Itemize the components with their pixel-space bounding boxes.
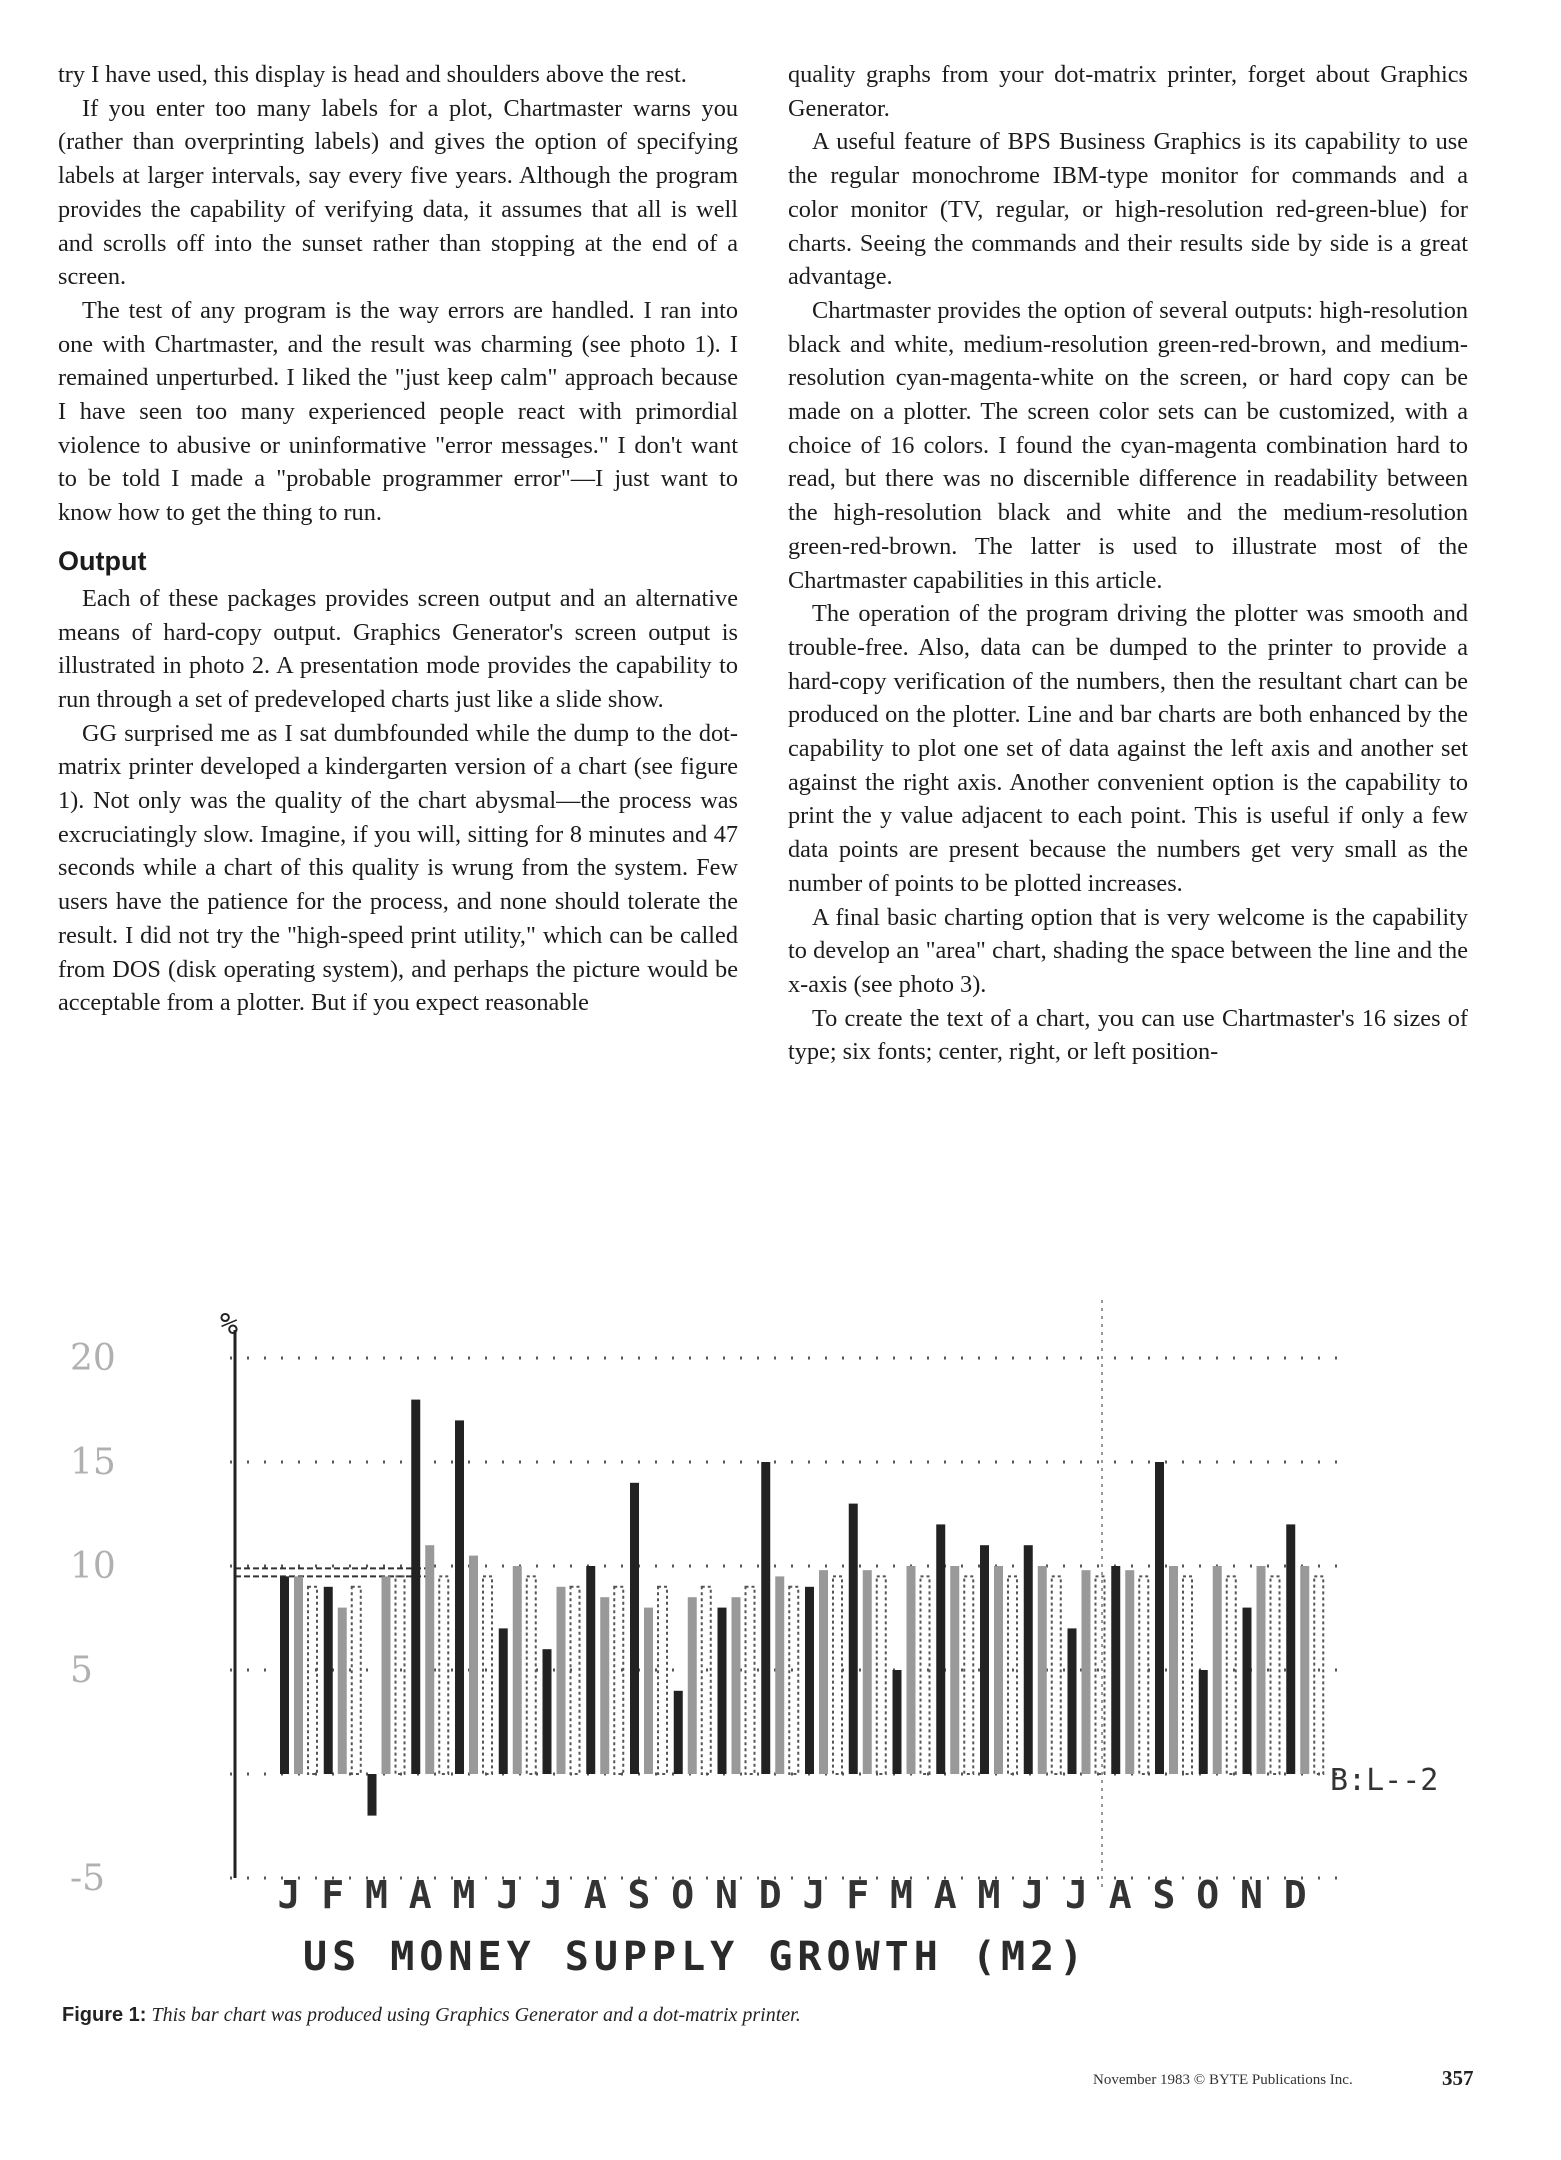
bar-dotted <box>1271 1576 1280 1774</box>
chart-title: US MONEY SUPPLY GROWTH (M2) <box>303 1934 1089 1980</box>
bar-dotted <box>877 1576 886 1774</box>
x-tick-label: O <box>671 1873 697 1917</box>
bar-dark <box>630 1483 639 1774</box>
bar-light <box>513 1566 522 1774</box>
x-tick-label: F <box>321 1873 347 1917</box>
bar-dotted <box>614 1587 623 1774</box>
x-tick-label: A <box>933 1873 959 1917</box>
x-tick-label: J <box>802 1873 828 1917</box>
bar-light <box>863 1570 872 1774</box>
bar-light <box>338 1608 347 1774</box>
bar-dark <box>1243 1608 1252 1774</box>
paragraph: A useful feature of BPS Business Graphics is its capability to use the regular monochrome IBM-type monitor for commands and a color monitor (TV, regular, or high-resolution red-green-blue) for charts. Seeing the commands and their results side by side is a great advantage. <box>788 128 1468 291</box>
bar-chart <box>50 1290 1470 1990</box>
y-tick-label: 5 <box>70 1650 93 1691</box>
bar-dark <box>411 1400 420 1774</box>
bar-dark <box>1024 1545 1033 1774</box>
caption-text: This bar chart was produced using Graphics Generator and a dot-matrix printer. <box>151 2004 801 2026</box>
bar-dotted <box>746 1587 755 1774</box>
bar-dotted <box>658 1587 667 1774</box>
x-tick-label: A <box>583 1873 609 1917</box>
x-tick-label: J <box>496 1873 522 1917</box>
x-tick-label: J <box>1021 1873 1047 1917</box>
bar-dotted <box>1096 1576 1105 1774</box>
x-tick-label: M <box>452 1873 478 1917</box>
x-tick-label: O <box>1196 1873 1222 1917</box>
bar-dark <box>1155 1462 1164 1774</box>
bar-light <box>1169 1566 1178 1774</box>
x-tick-label: M <box>890 1873 915 1917</box>
x-tick-label: D <box>758 1873 784 1917</box>
bar-dark <box>805 1587 814 1774</box>
x-tick-label: A <box>1108 1873 1134 1917</box>
bar-light <box>1257 1566 1266 1774</box>
page-footer: November 1983 © BYTE Publications Inc. <box>1093 2072 1353 2088</box>
page-number: 357 <box>1442 2066 1474 2090</box>
bar-dark <box>1111 1566 1120 1774</box>
bar-dark <box>455 1420 464 1774</box>
paragraph: The test of any program is the way errors are handled. I ran into one with Chartmaster, and the result was charming (see photo 1). I remained unperturbed. I liked the "just keep calm" approach because I have seen too many experienced people react with primordial violence to abusive or uninformative "error messages." I don't want to be told I made a "probable programmer error"—I just want to know how to get the thing to run. <box>58 296 738 527</box>
x-tick-label: M <box>977 1873 1003 1917</box>
x-tick-label: N <box>1240 1873 1265 1917</box>
paragraph: If you enter too many labels for a plot, Chartmaster warns you (rather than overprinting labels) and gives the option of specifying labels at larger intervals, say every five years. Although the program provides the capability of verifying data, it assumes that all is well and scrolls off into the sunset rather than stopping at the end of a screen. <box>58 94 738 291</box>
legend-text: B:L--2 <box>1330 1763 1439 1798</box>
bar-dotted <box>1008 1576 1017 1774</box>
bar-light <box>425 1545 434 1774</box>
bar-dark <box>543 1649 552 1774</box>
bar-dark <box>1068 1628 1077 1774</box>
x-tick-label: J <box>540 1873 565 1917</box>
bar-dark <box>718 1608 727 1774</box>
paragraph: The operation of the program driving the plotter was smooth and trouble-free. Also, data can be dumped to the printer to provide a hard-copy verification of the numbers, then the resultant chart can be produced on the plotter. Line and bar charts are both enhanced by the capability to plot one set of data against the left axis and another set against the right axis. Another convenient option is the capability to print the y value adjacent to each point. This is useful if only a few data points are present because the numbers get very small as the number of points to be plotted increases. <box>788 600 1468 897</box>
x-tick-label: N <box>715 1873 740 1917</box>
bar-dark <box>1199 1670 1208 1774</box>
bar-dark <box>849 1504 858 1774</box>
bar-dotted <box>964 1576 973 1774</box>
y-tick-label: 20 <box>70 1338 116 1379</box>
bar-dark <box>280 1576 289 1774</box>
bar-dotted <box>921 1576 930 1774</box>
bar-light <box>819 1570 828 1774</box>
bar-light <box>382 1576 391 1774</box>
y-axis-ticks <box>70 1338 116 1899</box>
x-tick-label: F <box>846 1873 872 1917</box>
x-tick-label: J <box>1065 1873 1090 1917</box>
bar-dotted <box>789 1587 798 1774</box>
bar-light <box>644 1608 653 1774</box>
bar-dark <box>980 1545 989 1774</box>
bar-light <box>1082 1570 1091 1774</box>
bar-dark <box>936 1524 945 1774</box>
y-axis-unit-label: % <box>220 1307 239 1342</box>
bar-dark <box>1286 1524 1295 1774</box>
paragraph: A final basic charting option that is very welcome is the capability to develop an "area" chart, shading the space between the line and the x-axis (see photo 3). <box>788 903 1468 998</box>
bar-dotted <box>702 1587 711 1774</box>
bar-light <box>1125 1570 1134 1774</box>
bar-light <box>994 1566 1003 1774</box>
bar-dotted <box>1314 1576 1323 1774</box>
bar-dotted <box>483 1576 492 1774</box>
paragraph: Each of these packages provides screen output and an alternative means of hard-copy output. Graphics Generator's screen output is illustrated in photo 2. A presentation mode provides the capability to run through a set of predeveloped charts just like a slide show. <box>58 584 738 713</box>
right-column <box>788 58 1468 1069</box>
x-tick-label: S <box>1152 1873 1178 1917</box>
y-tick-label: -5 <box>70 1858 106 1899</box>
figure-1 <box>50 1290 1470 1995</box>
x-axis-labels <box>278 1873 1309 1917</box>
bar-dotted <box>1139 1576 1148 1774</box>
bar-dark <box>674 1691 683 1774</box>
figure-caption <box>62 2004 801 2027</box>
bar-light <box>1038 1566 1047 1774</box>
paragraph: To create the text of a chart, you can use Chartmaster's 16 sizes of type; six fonts; center, right, or left position- <box>788 1004 1468 1066</box>
bar-dotted <box>396 1576 405 1774</box>
bar-light <box>557 1587 566 1774</box>
paragraph: quality graphs from your dot-matrix printer, forget about Graphics Generator. <box>788 61 1468 122</box>
caption-label: Figure 1: <box>62 2004 147 2026</box>
bar-dotted <box>352 1587 361 1774</box>
bar-light <box>294 1576 303 1774</box>
left-column <box>58 58 738 1020</box>
x-tick-label: M <box>365 1873 390 1917</box>
bar-dark <box>586 1566 595 1774</box>
bar-dotted <box>527 1576 536 1774</box>
bar-dark <box>324 1587 333 1774</box>
bar-dotted <box>571 1587 580 1774</box>
paragraph: GG surprised me as I sat dumbfounded while the dump to the dot-matrix printer developed a kindergarten version of a chart (see figure 1). Not only was the quality of the chart abysmal—the process was excruciatingly slow. Imagine, if you will, sitting for 8 minutes and 47 seconds while a chart of this quality is wrung from the system. Few users have the patience for the process, and none should tolerate the result. I did not try the "high-speed print utility," which can be called from DOS (disk operating system), and perhaps the picture would be acceptable from a plotter. But if you expect reasonable <box>58 719 738 1017</box>
y-tick-label: 15 <box>70 1442 116 1483</box>
bar-light <box>732 1597 741 1774</box>
bar-dotted <box>308 1587 317 1774</box>
bar-light <box>775 1576 784 1774</box>
bar-dark <box>368 1774 377 1816</box>
bar-dotted <box>1052 1576 1061 1774</box>
x-tick-label: J <box>277 1873 303 1917</box>
bar-light <box>950 1566 959 1774</box>
x-tick-label: D <box>1283 1873 1309 1917</box>
bar-light <box>1213 1566 1222 1774</box>
bar-light <box>1300 1566 1309 1774</box>
bar-dark <box>761 1462 770 1774</box>
x-tick-label: A <box>408 1873 434 1917</box>
paragraph: try I have used, this display is head and shoulders above the rest. <box>58 61 687 88</box>
bar-dark <box>893 1670 902 1774</box>
x-tick-label: S <box>627 1873 653 1917</box>
bar-dotted <box>1227 1576 1236 1774</box>
bar-dark <box>499 1628 508 1774</box>
bar-light <box>600 1597 609 1774</box>
bar-light <box>469 1556 478 1774</box>
bar-light <box>907 1566 916 1774</box>
bar-light <box>688 1597 697 1774</box>
paragraph: Chartmaster provides the option of several outputs: high-resolution black and white, medium-resolution green-red-brown, and medium-resolution cyan-magenta-white on the screen, or hard copy can be made on a plotter. The screen color sets can be customized, with a choice of 16 colors. I found the cyan-magenta combination hard to read, but there was no discernible difference in readability between the high-resolution black and white and the medium-resolution green-red-brown. The latter is used to illustrate most of the Chartmaster capabilities in this article. <box>788 296 1468 594</box>
section-heading: Output <box>58 545 147 576</box>
bar-dotted <box>439 1576 448 1774</box>
bar-dotted <box>1183 1576 1192 1774</box>
bar-dotted <box>833 1576 842 1774</box>
y-tick-label: 10 <box>70 1546 116 1587</box>
